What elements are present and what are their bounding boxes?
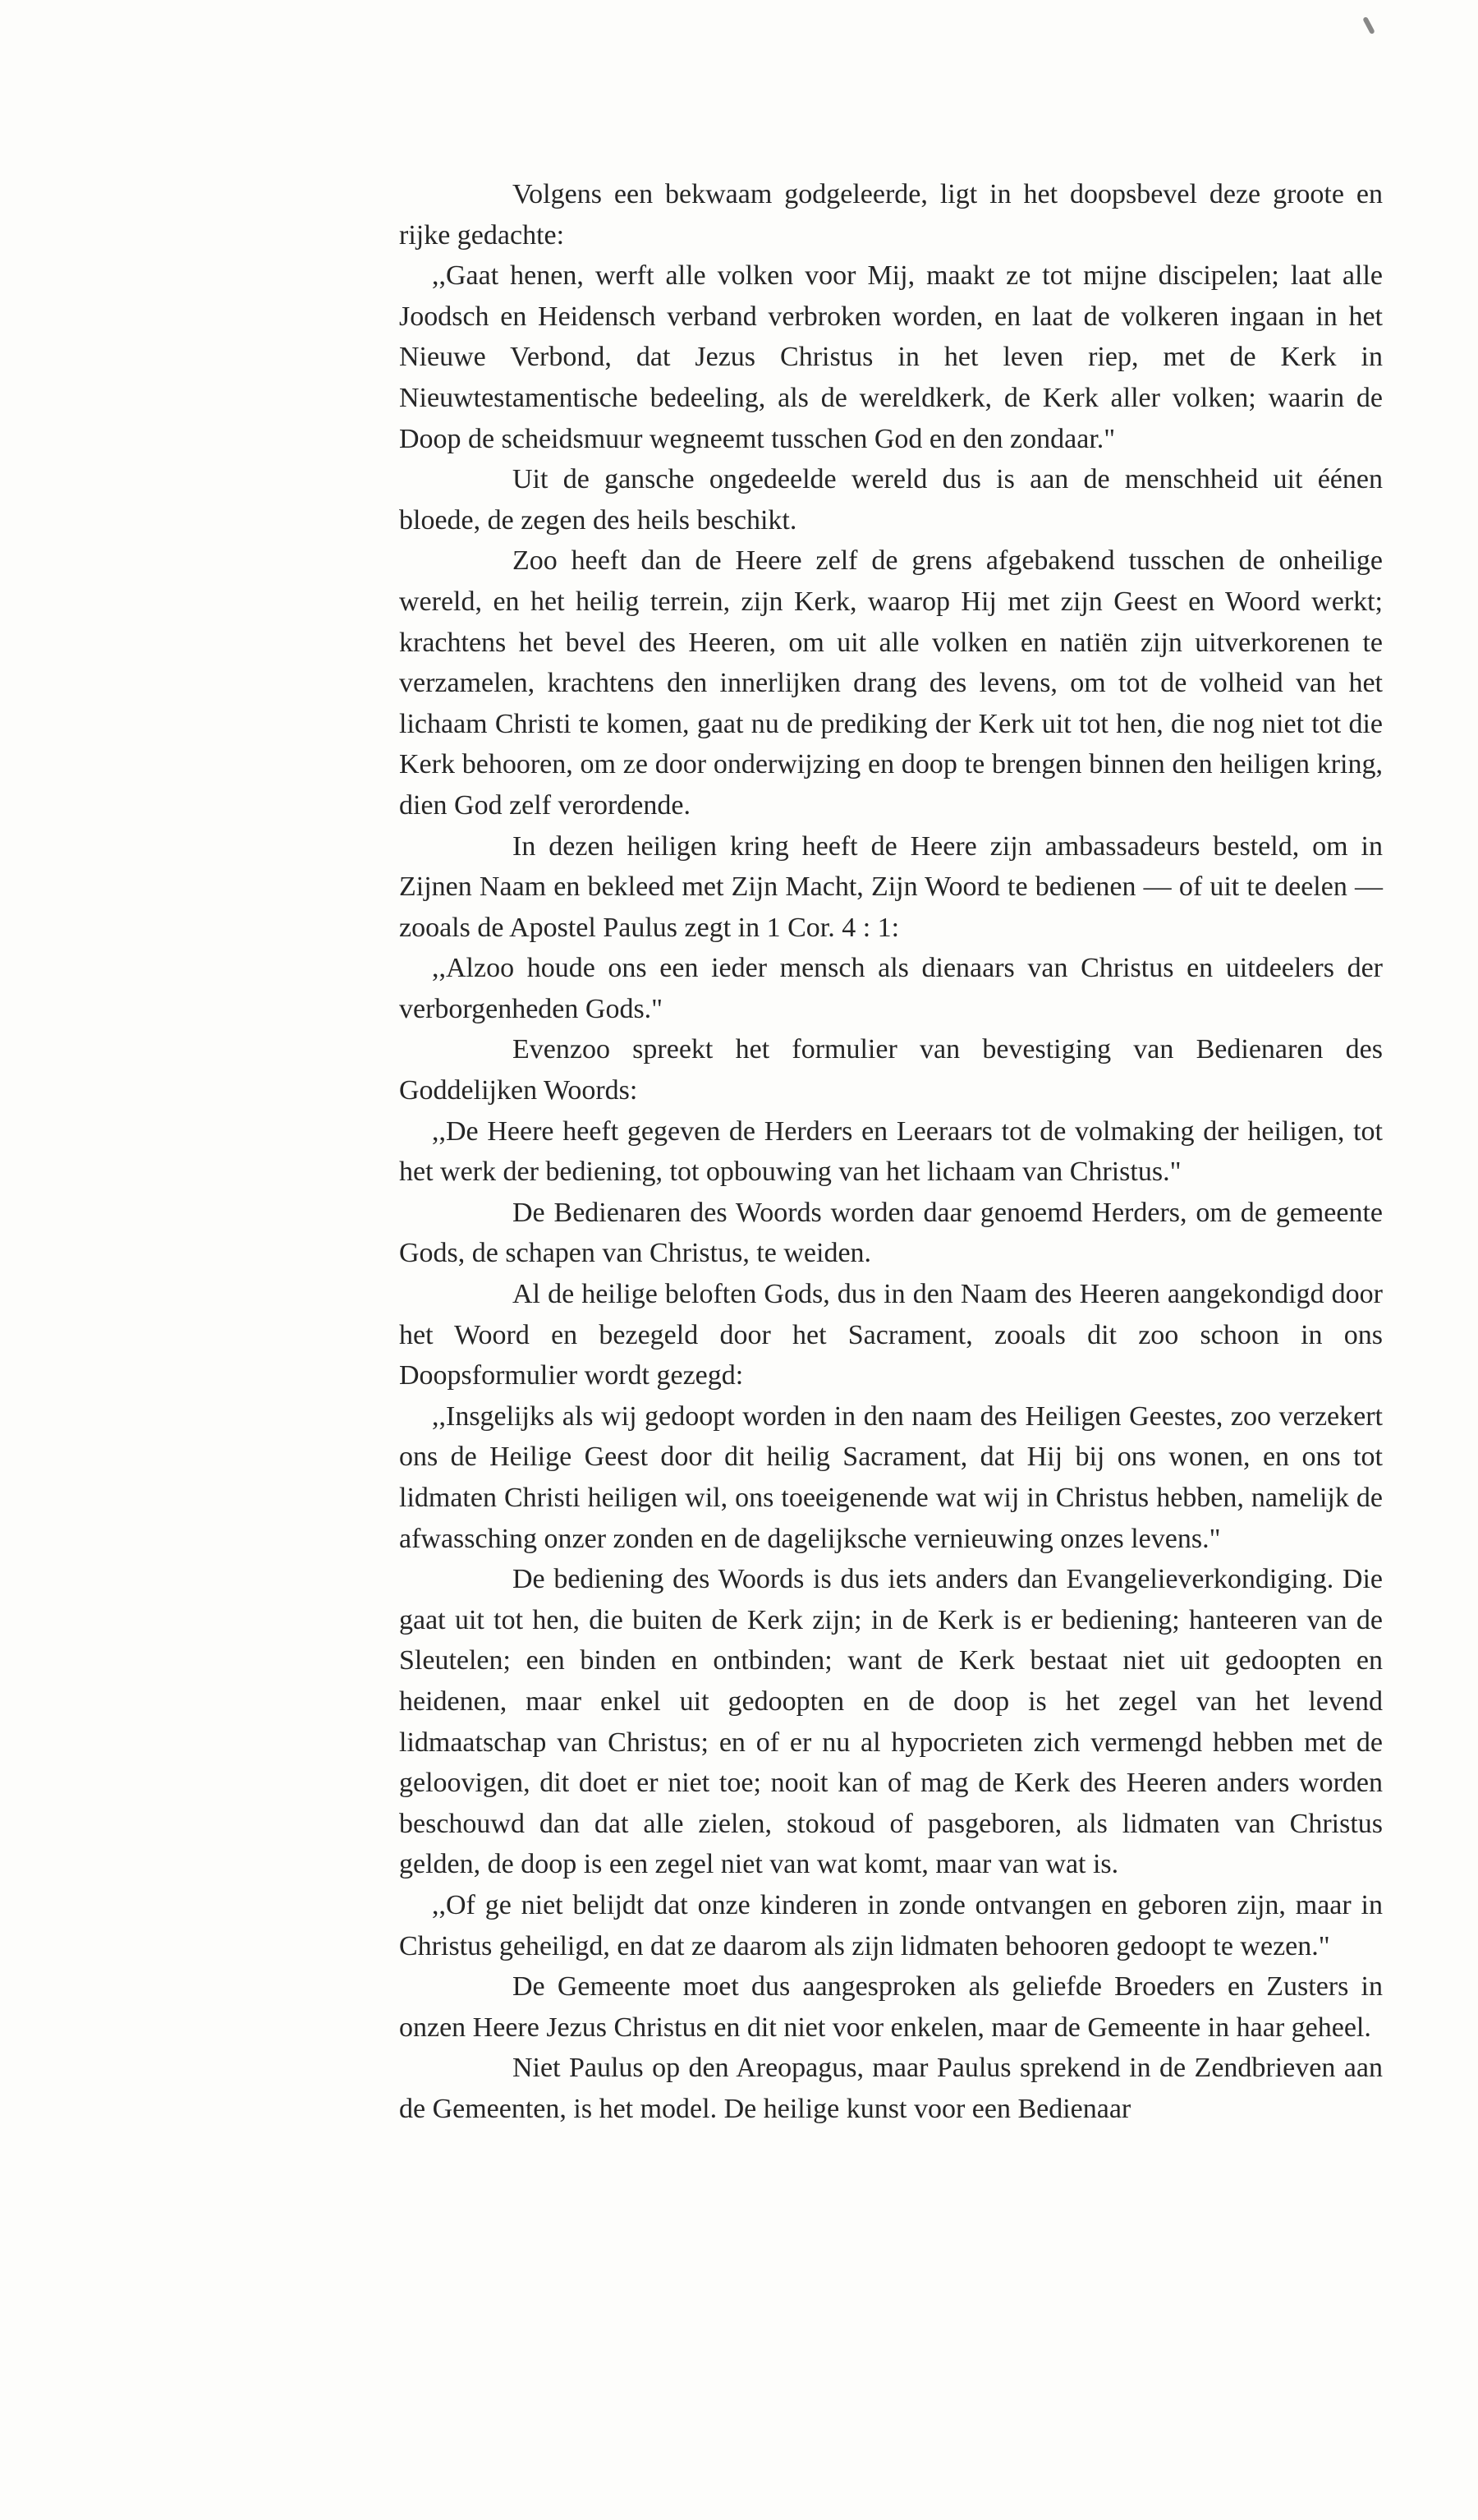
- paragraph: In dezen heiligen kring heeft de Heere zijn ambassadeurs besteld, om in Zijnen Naam en bekleed met Zijn Macht, Zijn Woord te bedienen — of uit te deelen — zooals de Apostel Paulus zegt in 1 Cor. 4 : 1:: [399, 830, 1383, 943]
- paragraph: De bediening des Woords is dus iets anders dan Evangelieverkondiging. Die gaat uit tot hen, die buiten de Kerk zijn; in de Kerk is er bediening; hanteeren van de Sleutelen; een binden en ontbinden; want de Kerk bestaat niet uit gedoopten en heidenen, maar enkel uit gedoopten en de doop is het zegel van het levend lidmaatschap van Christus; en of er nu al hypocrieten zich vermengd hebben met de geloovigen, dit doet er niet toe; nooit kan of mag de Kerk des Heeren anders worden beschouwd dan dat alle zielen, stokoud of pasgeboren, als lidmaten van Christus gelden, de doop is een zegel niet van wat komt, maar van wat is.: [399, 1564, 1383, 1880]
- paragraph: Evenzoo spreekt het formulier van bevestiging van Bedienaren des Goddelijken Woords:: [399, 1034, 1383, 1106]
- quotation: ,,Insgelijks als wij gedoopt worden in den naam des Heiligen Geestes, zoo verzekert ons de Heilige Geest door dit heilig Sacrament, dat Hij bij ons wonen, en ons tot lidmaten Christi heiligen wil, ons toeeigenende wat wij in Christus hebben, namelijk de afwassching onzer zonden en de dagelijksche vernieuwing onzes levens.": [399, 1400, 1383, 1554]
- paragraph: De Bedienaren des Woords worden daar genoemd Herders, om de gemeente Gods, de schapen van Christus, te weiden.: [399, 1197, 1383, 1269]
- paragraph: Uit de gansche ongedeelde wereld dus is aan de menschheid uit éénen bloede, de zegen des heils beschikt.: [399, 464, 1383, 536]
- quotation: ,,De Heere heeft gegeven de Herders en Leeraars tot de volmaking der heiligen, tot het werk der bediening, tot opbouwing van het lichaam van Christus.": [399, 1115, 1383, 1188]
- quotation: ,,Gaat henen, werft alle volken voor Mij, maakt ze tot mijne discipelen; laat alle Joodsch en Heidensch verband verbroken worden, en laat de volkeren ingaan in het Nieuwe Verbond, dat Jezus Christus in het leven riep, met de Kerk in Nieuwtestamentische bedeeling, als de wereldkerk, de Kerk aller volken; waarin de Doop de scheidsmuur wegneemt tusschen God en den zondaar.": [399, 260, 1383, 454]
- quotation: ,,Alzoo houde ons een ieder mensch als dienaars van Christus en uitdeelers der verborgenheden Gods.": [399, 953, 1383, 1024]
- paragraph: De Gemeente moet dus aangesproken als geliefde Broeders en Zusters in onzen Heere Jezus Christus en dit niet voor enkelen, maar de Gemeente in haar geheel.: [399, 1971, 1383, 2043]
- paragraph: Niet Paulus op den Areopagus, maar Paulus sprekend in de Zendbrieven aan de Gemeenten, is het model. De heilige kunst voor een Bedienaar: [399, 2053, 1383, 2124]
- body-text: [399, 174, 1383, 2130]
- paragraph: Zoo heeft dan de Heere zelf de grens afgebakend tusschen de onheilige wereld, en het heilig terrein, zijn Kerk, waarop Hij met zijn Geest en Woord werkt; krachtens het bevel des Heeren, om uit alle volken en natiën zijn uitverkorenen te verzamelen, krachtens den innerlijken drang des levens, om tot de volheid van het lichaam Christi te komen, gaat nu de prediking der Kerk uit tot hen, die nog niet tot die Kerk behooren, om ze door onderwijzing en doop te brengen binnen den heiligen kring, dien God zelf verordende.: [399, 545, 1383, 821]
- ink-speck: [1362, 16, 1375, 34]
- paragraph: Volgens een bekwaam godgeleerde, ligt in het doopsbevel deze groote en rijke gedachte:: [399, 179, 1383, 251]
- quotation: ,,Of ge niet belijdt dat onze kinderen in zonde ontvangen en geboren zijn, maar in Christus geheiligd, en dat ze daarom als zijn lidmaten behooren gedoopt te wezen.": [399, 1889, 1383, 1961]
- paragraph: Al de heilige beloften Gods, dus in den Naam des Heeren aangekondigd door het Woord en bezegeld door het Sacrament, zooals dit zoo schoon in ons Doopsformulier wordt gezegd:: [399, 1279, 1383, 1391]
